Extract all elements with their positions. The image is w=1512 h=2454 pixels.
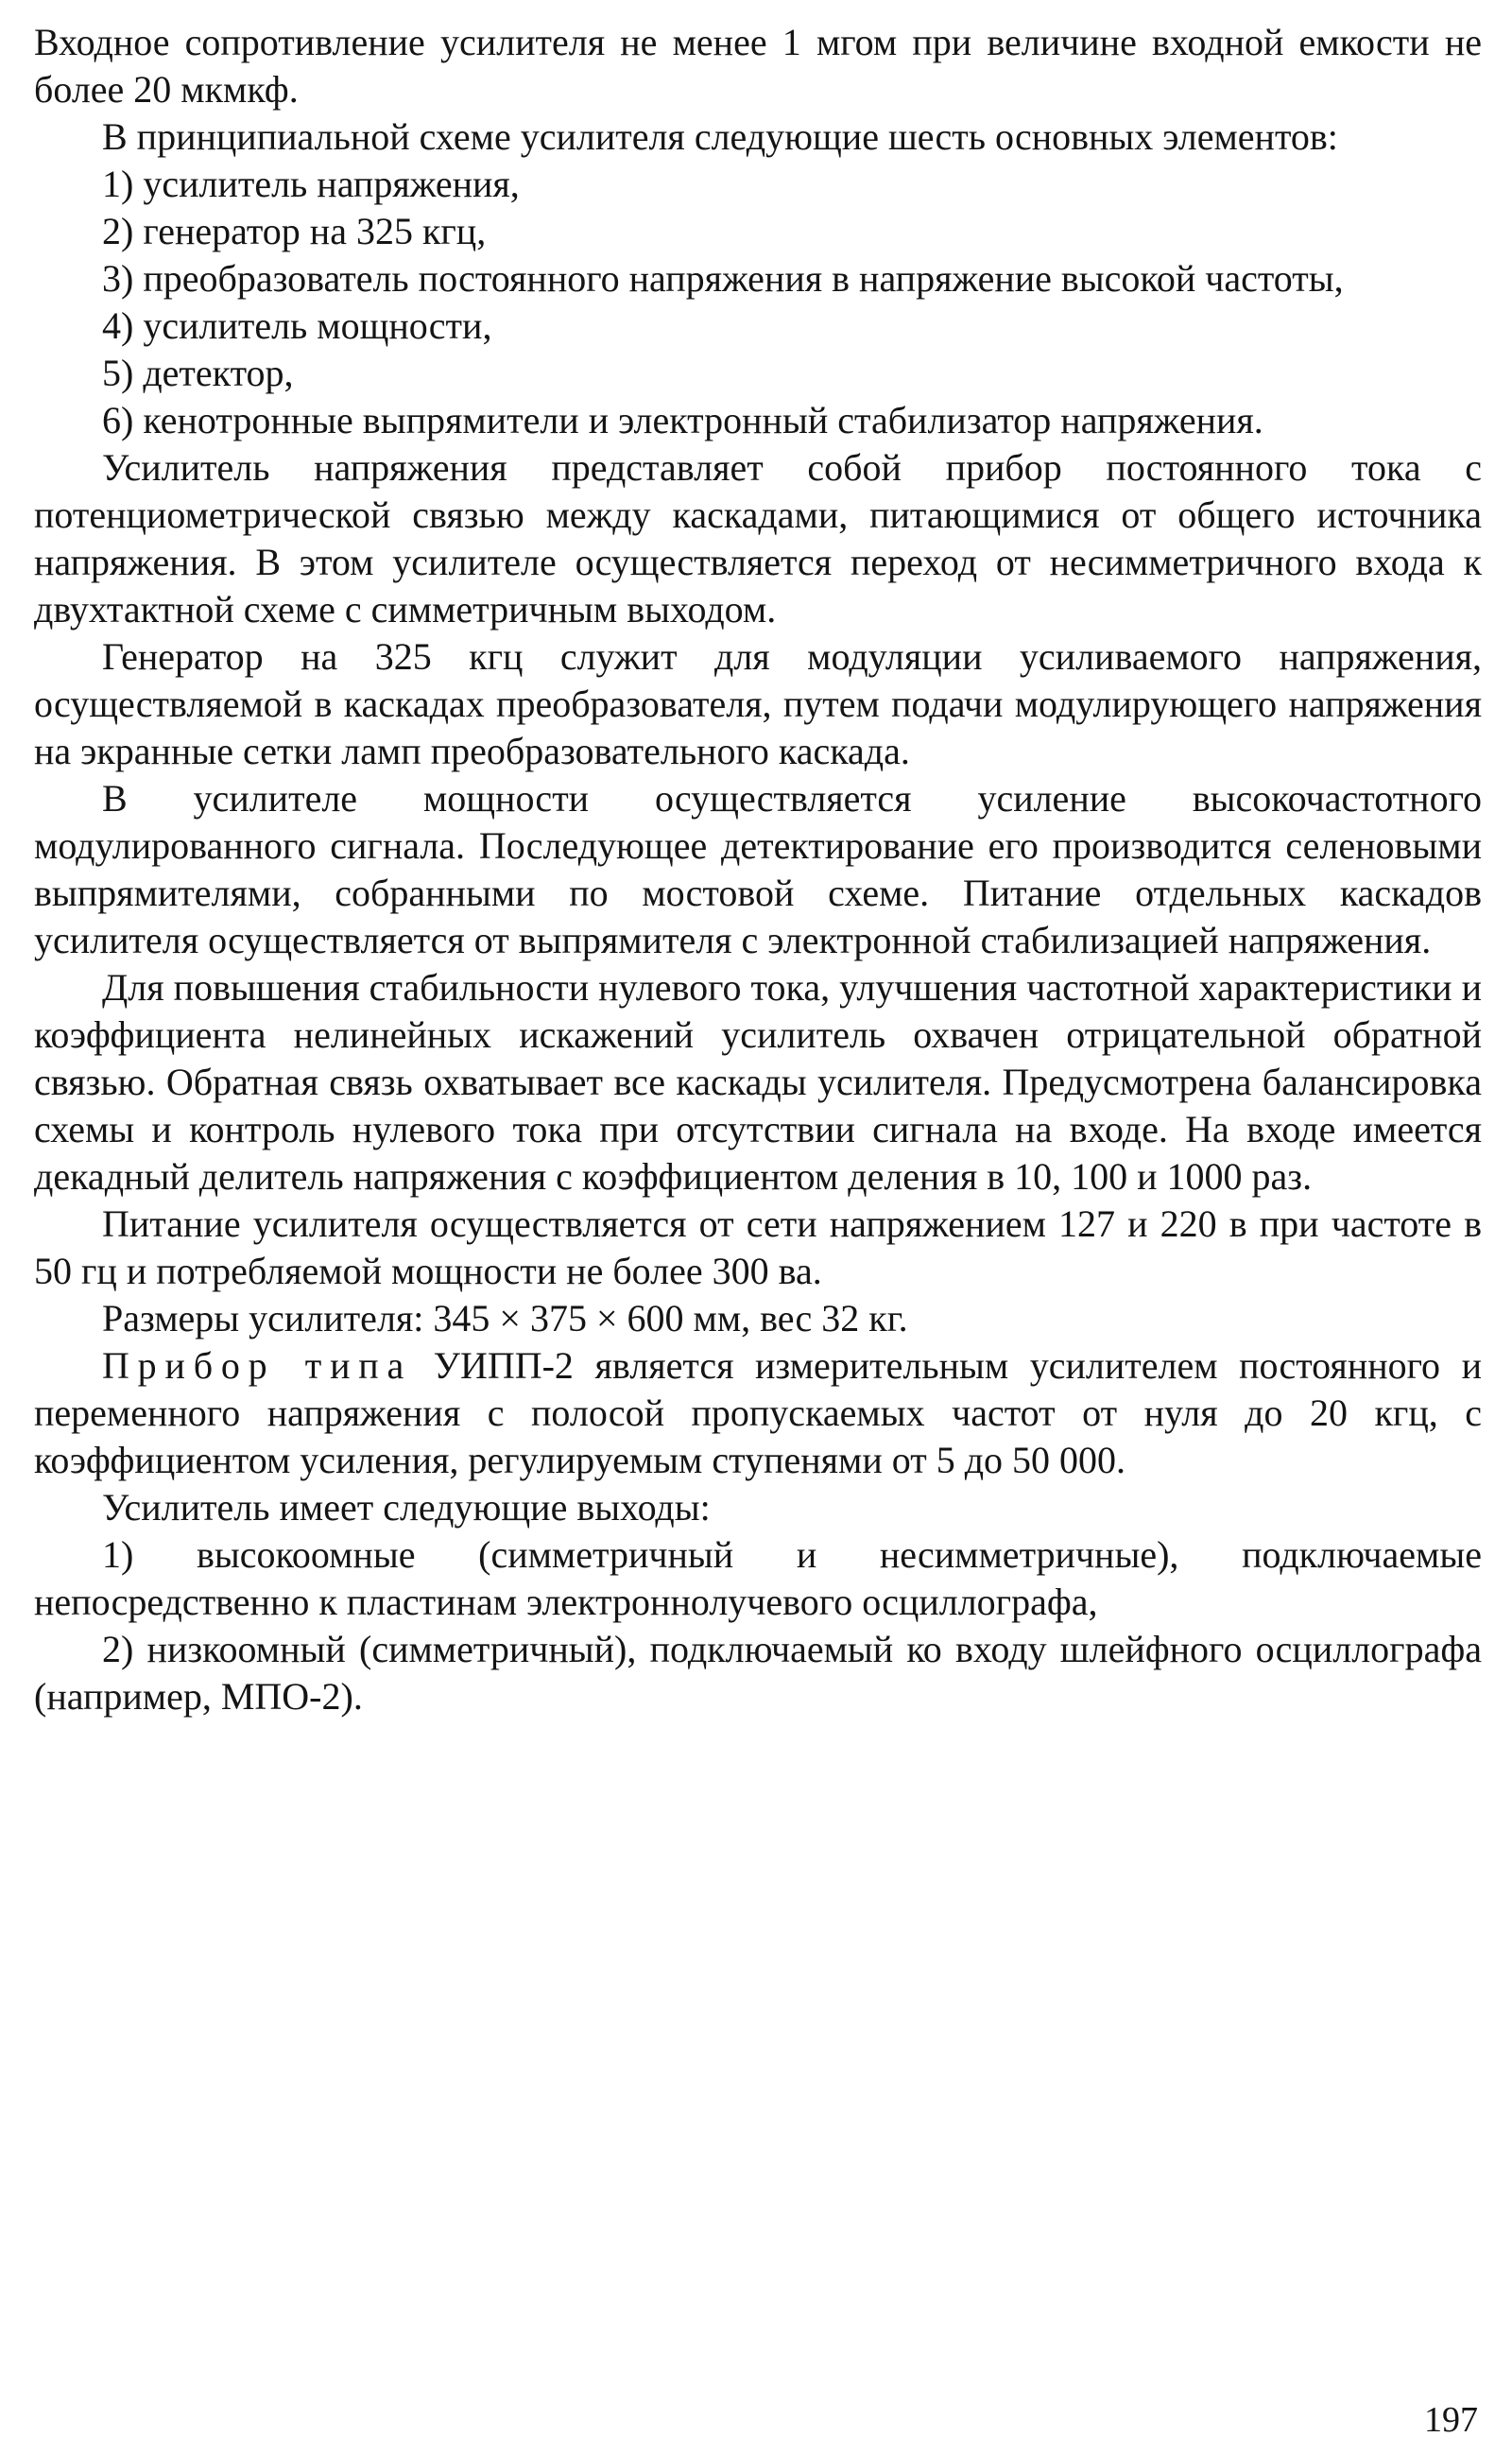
list-item-5: 5) детектор, <box>102 352 294 394</box>
list-item-3: 3) преобразователь постоянного напряжения в напряжение высокой частоты, <box>102 257 1344 300</box>
paragraph-power-supply: Питание усилителя осуществляется от сети напряжением 127 и 220 в при частоте в 50 гц и потребляемой мощности не более 300 ва. <box>34 1202 1482 1292</box>
outputs-item-1: 1) высокоомные (симметричный и несимметричные), подключаемые непосредственно к пластинам электроннолучевого осциллографа, <box>34 1533 1482 1623</box>
page-number: 197 <box>1424 2400 1478 2440</box>
list-item-1: 1) усилитель напряжения, <box>102 163 520 205</box>
paragraph-power-amplifier: В усилителе мощности осуществляется усиление высокочастотного модулированного сигнала. Последующее детектирование его производится селеновыми выпрямителями, собранными по мостовой схеме. Питание отдельных каскадов усилителя осуществляется от выпрямителя с электронной стабилизацией напряжения. <box>34 777 1482 961</box>
spaced-lead: Прибор типа <box>102 1344 413 1387</box>
list-item-6: 6) кенотронные выпрямители и электронный стабилизатор напряжения. <box>102 399 1263 441</box>
uipp-description: УИПП-2 является измерительным усилителем постоянного и переменного напряжения с полосой пропускаемых частот от нуля до 20 кгц, с коэффициентом усиления, регулируемым ступенями от 5 до 50 000. <box>34 1344 1482 1481</box>
outputs-item-2: 2) низкоомный (симметричный), подключаемый ко входу шлейфного осциллографа (например, МПО-2). <box>34 1628 1482 1718</box>
paragraph-six-elements: В принципиальной схеме усилителя следующие шесть основных элементов: <box>102 115 1338 158</box>
paragraph-generator: Генератор на 325 кгц служит для модуляции усиливаемого напряжения, осуществляемой в каскадах преобразователя, путем подачи модулирующего напряжения на экранные сетки ламп преобразовательного каскада. <box>34 635 1482 772</box>
paragraph-input-resistance: Входное сопротивление усилителя не менее 1 мгом при величине входной емкости не более 20 мкмкф. <box>34 21 1482 111</box>
paragraph-outputs: Усилитель имеет следующие выходы: <box>102 1486 711 1529</box>
paragraph-stability: Для повышения стабильности нулевого тока, улучшения частотной характеристики и коэффициента нелинейных искажений усилитель охвачен отрицательной обратной связью. Обратная связь охватывает все каскады усилителя. Предусмотрена балансировка схемы и контроль нулевого тока при отсутствии сигнала на входе. На входе имеется декадный делитель напряжения с коэффициентом деления в 10, 100 и 1000 раз. <box>34 966 1482 1198</box>
page-text <box>34 19 1482 2420</box>
paragraph-voltage-amplifier: Усилитель напряжения представляет собой прибор постоянного тока с потенциометрической связью между каскадами, питающимися от общего источника напряжения. В этом усилителе осуществляется переход от несимметричного входа к двухтактной схеме с симметричным выходом. <box>34 446 1482 631</box>
paragraph-uipp-2 <box>34 1342 1482 1484</box>
list-item-2: 2) генератор на 325 кгц, <box>102 210 487 252</box>
list-item-4: 4) усилитель мощности, <box>102 304 492 347</box>
paragraph-dimensions: Размеры усилителя: 345 × 375 × 600 мм, вес 32 кг. <box>102 1297 908 1339</box>
